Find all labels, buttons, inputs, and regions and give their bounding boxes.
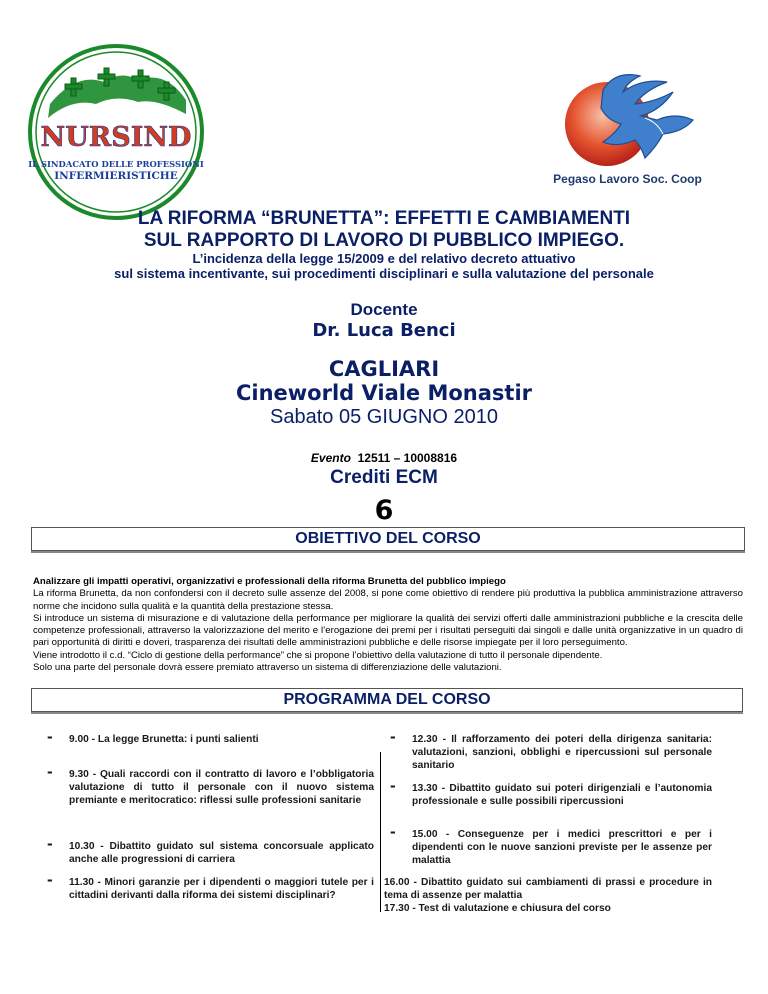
bullet-dash: - (390, 776, 396, 795)
docente-name: Dr. Luca Benci (312, 320, 456, 341)
program-item-plain (384, 902, 712, 915)
pegaso-caption: Pegaso Lavoro Soc. Coop (553, 172, 702, 186)
program-item-text: 16.00 - Dibattito guidato sui cambiamenti di prassi e procedure in tema di assenze per malattia (384, 877, 712, 901)
obiettivo-paragraph: Si introduce un sistema di misurazione e di valutazione della performance per migliorare la qualità dei servizi offerti dalle amministrazioni pubbliche e la crescita delle competenze professionali, attraverso la valorizzazione del merito e l’erogazione dei premi per i risultati perseguiti dai singoli e dalle unità organizzative in un quadro di pari opportunità di diritti e doveri, trasparenza dei risultati delle amministrazioni pubbliche e delle risorse impiegate per il loro perseguimento. (33, 612, 743, 649)
program-item (390, 776, 712, 808)
crediti-label: Crediti ECM (330, 467, 438, 488)
event-city: CAGLIARI (328, 357, 440, 381)
bullet-dash: - (390, 727, 396, 746)
program-item-text: 9.00 - La legge Brunetta: i punti salienti (69, 734, 259, 745)
evento-label: Evento (310, 451, 351, 465)
subtitle-line-2: sul sistema incentivante, sui procedimenti disciplinari e sulla valutazione del personale (114, 266, 654, 281)
obiettivo-paragraph: Solo una parte del personale dovrà essere premiato attraverso un sistema di differenziazione delle valutazioni. (33, 662, 502, 674)
program-item-text: 9.30 - Quali raccordi con il contratto di lavoro e l’obbligatoria valutazione di tutto il personale con il nuovo sistema premiante e meritocratico: riflessi sulle professioni sanitarie (69, 769, 374, 806)
nursind-logo (26, 42, 206, 222)
bullet-dash: - (47, 727, 53, 746)
nursind-wordmark: NURSIND (40, 122, 192, 153)
obiettivo-paragraph: La riforma Brunetta, da non confondersi con il decreto sulle assenze del 2008, si pone come obiettivo di rendere più produttiva la pubblica amministrazione attraverso norme che incidono sulla qualità e la quantità della prestazione stessa. (33, 588, 743, 612)
subtitle-line-1: L’incidenza della legge 15/2009 e del relativo decreto attuativo (192, 251, 576, 266)
obiettivo-body (33, 576, 743, 674)
program-item (47, 834, 374, 866)
evento-code: 12511 – 10008816 (357, 451, 458, 465)
bullet-dash: - (47, 834, 53, 853)
obiettivo-lead: Analizzare gli impatti operativi, organizzativi e professionali della riforma Brunetta del pubblico impiego (33, 576, 506, 587)
program-item (390, 727, 712, 772)
pegaso-logo (545, 62, 705, 170)
program-item-text: 17.30 - Test di valutazione e chiusura del corso (384, 903, 611, 914)
crediti-value: 6 (374, 495, 394, 526)
bullet-dash: - (390, 822, 396, 841)
program-item (390, 822, 712, 867)
evento-line (0, 451, 768, 465)
programma-heading: PROGRAMMA DEL CORSO (31, 688, 743, 712)
program-item (47, 870, 374, 902)
event-date: Sabato 05 GIUGNO 2010 (270, 406, 498, 428)
program-item-text: 13.30 - Dibattito guidato sui poteri dirigenziali e l’autonomia professionale e sulle possibili ripercussioni (412, 783, 712, 807)
program-item (47, 762, 374, 807)
column-divider (380, 752, 381, 912)
program-item (47, 727, 374, 746)
nursind-subtitle-1: IL SINDACATO DELLE PROFESSIONI (28, 159, 204, 169)
program-item-plain (384, 876, 712, 902)
event-venue: Cineworld Viale Monastir (235, 381, 533, 405)
nursind-subtitle-2: INFERMIERISTICHE (54, 170, 178, 182)
program-item-text: 11.30 - Minori garanzie per i dipendenti o maggiori tutele per i cittadini derivanti dalla riforma dei sistemi disciplinari? (69, 877, 374, 901)
title-line-1: LA RIFORMA “BRUNETTA”: EFFETTI E CAMBIAMENTI (137, 208, 631, 229)
bullet-dash: - (47, 762, 53, 781)
program-item-text: 15.00 - Conseguenze per i medici prescrittori e per i dipendenti con le nuove sanzioni previste per le assenze per malattia (412, 829, 712, 866)
obiettivo-paragraph: Viene introdotto il c.d. “Ciclo di gestione della performance” che si propone l’obiettivo della valutazione di tutto il personale dipendente. (33, 649, 603, 661)
program-item-text: 10.30 - Dibattito guidato sul sistema concorsuale applicato anche alle progressioni di carriera (69, 841, 374, 865)
title-line-2: SUL RAPPORTO DI LAVORO DI PUBBLICO IMPIEGO. (143, 230, 625, 251)
obiettivo-heading: OBIETTIVO DEL CORSO (31, 527, 745, 551)
program-item-text: 12.30 - Il rafforzamento dei poteri della dirigenza sanitaria: valutazioni, sanzioni, obblighi e ripercussioni sul personale sanitario (412, 734, 712, 771)
bullet-dash: - (47, 870, 53, 889)
docente-label: Docente (350, 300, 418, 319)
